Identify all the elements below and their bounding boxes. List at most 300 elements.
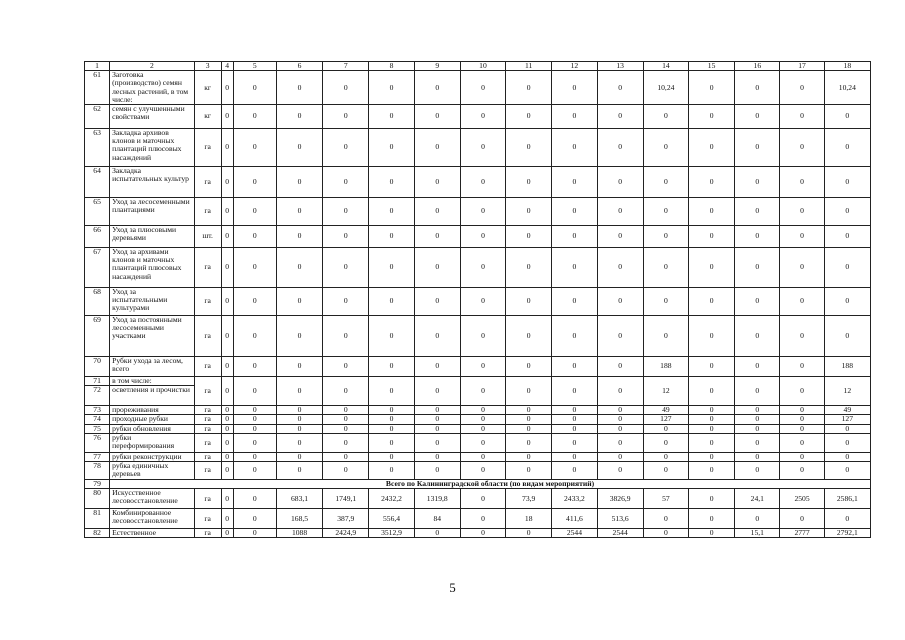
table-row <box>85 424 871 433</box>
value-cell: 0 <box>369 377 414 406</box>
row-number: 68 <box>85 288 110 316</box>
unit-cell: га <box>194 509 221 529</box>
value-cell: 0 <box>369 462 414 480</box>
value-cell: 2792,1 <box>824 529 870 538</box>
unit-cell: га <box>194 129 221 167</box>
value-cell: 0 <box>323 288 369 316</box>
value-cell: 0 <box>597 248 643 288</box>
value-cell: 0 <box>597 406 643 415</box>
value-cell: 0 <box>552 288 597 316</box>
table-row <box>85 105 871 129</box>
value-cell: 12 <box>643 377 688 406</box>
value-cell: 0 <box>323 105 369 129</box>
table-row <box>85 316 871 357</box>
value-cell: 0 <box>460 316 505 357</box>
header-cell: 13 <box>597 62 643 71</box>
value-cell: 0 <box>597 198 643 226</box>
row-number: 69 <box>85 316 110 357</box>
value-cell: 0 <box>221 167 233 198</box>
value-cell: 0 <box>276 248 322 288</box>
value-cell: 0 <box>552 71 597 105</box>
value-cell: 0 <box>369 415 414 424</box>
table-row <box>85 433 871 452</box>
row-name: рубки переформирования <box>110 433 194 452</box>
value-cell: 0 <box>323 71 369 105</box>
unit-cell: га <box>194 489 221 509</box>
value-cell: 0 <box>323 248 369 288</box>
value-cell: 513,6 <box>597 509 643 529</box>
value-cell: 0 <box>414 71 460 105</box>
value-cell: 0 <box>221 71 233 105</box>
value-cell: 0 <box>643 226 688 248</box>
value-cell: 0 <box>414 424 460 433</box>
unit-cell: кг <box>194 105 221 129</box>
table-row <box>85 406 871 415</box>
value-cell: 0 <box>735 288 780 316</box>
value-cell: 0 <box>780 198 824 226</box>
header-cell: 18 <box>824 62 870 71</box>
value-cell: 0 <box>369 248 414 288</box>
value-cell: 0 <box>597 71 643 105</box>
value-cell: 0 <box>233 71 276 105</box>
header-cell: 8 <box>369 62 414 71</box>
header-cell: 2 <box>110 62 194 71</box>
value-cell: 0 <box>597 424 643 433</box>
row-number: 66 <box>85 226 110 248</box>
value-cell: 0 <box>221 226 233 248</box>
value-cell: 0 <box>221 316 233 357</box>
section-title: Всего по Калининградской области (по видам мероприятий) <box>110 480 871 489</box>
value-cell: 0 <box>460 452 505 461</box>
value-cell: 0 <box>735 424 780 433</box>
value-cell: 1749,1 <box>323 489 369 509</box>
value-cell: 0 <box>460 433 505 452</box>
value-cell: 0 <box>688 529 734 538</box>
value-cell: 0 <box>276 198 322 226</box>
table-row <box>85 462 871 480</box>
value-cell: 0 <box>460 105 505 129</box>
value-cell: 0 <box>414 316 460 357</box>
value-cell: 0 <box>414 415 460 424</box>
value-cell: 0 <box>506 248 552 288</box>
row-name: прореживания <box>110 406 194 415</box>
row-number: 63 <box>85 129 110 167</box>
value-cell: 0 <box>276 226 322 248</box>
value-cell: 49 <box>824 406 870 415</box>
row-name: Естественное <box>110 529 194 538</box>
value-cell: 0 <box>323 226 369 248</box>
value-cell: 0 <box>233 316 276 357</box>
unit-cell: га <box>194 415 221 424</box>
value-cell: 0 <box>506 105 552 129</box>
row-name: Закладка архивов клонов и маточных плантаций плюсовых насаждений <box>110 129 194 167</box>
value-cell: 0 <box>506 129 552 167</box>
value-cell: 0 <box>688 462 734 480</box>
value-cell: 0 <box>414 462 460 480</box>
table-row <box>85 167 871 198</box>
unit-cell: га <box>194 167 221 198</box>
value-cell: 0 <box>643 433 688 452</box>
table-row <box>85 489 871 509</box>
value-cell: 0 <box>780 357 824 377</box>
value-cell: 73,9 <box>506 489 552 509</box>
value-cell: 0 <box>233 415 276 424</box>
value-cell: 0 <box>369 452 414 461</box>
value-cell: 49 <box>643 406 688 415</box>
value-cell: 2586,1 <box>824 489 870 509</box>
value-cell: 0 <box>460 167 505 198</box>
value-cell: 0 <box>735 406 780 415</box>
value-cell: 0 <box>552 377 597 406</box>
value-cell: 0 <box>688 433 734 452</box>
value-cell: 0 <box>233 288 276 316</box>
value-cell: 0 <box>460 288 505 316</box>
value-cell: 0 <box>506 288 552 316</box>
value-cell: 0 <box>552 198 597 226</box>
unit-cell: га <box>194 529 221 538</box>
value-cell: 0 <box>506 406 552 415</box>
value-cell: 0 <box>369 226 414 248</box>
value-cell: 0 <box>780 248 824 288</box>
value-cell: 0 <box>643 316 688 357</box>
unit-cell: шт. <box>194 226 221 248</box>
value-cell: 0 <box>824 509 870 529</box>
header-cell: 17 <box>780 62 824 71</box>
unit-cell: га <box>194 452 221 461</box>
value-cell: 0 <box>221 509 233 529</box>
row-name: Уход за лесосеменными плантациями <box>110 198 194 226</box>
value-cell: 0 <box>221 129 233 167</box>
value-cell: 0 <box>506 198 552 226</box>
value-cell: 0 <box>824 433 870 452</box>
value-cell: 0 <box>552 167 597 198</box>
value-cell: 0 <box>233 377 276 406</box>
value-cell: 0 <box>369 316 414 357</box>
row-number: 75 <box>85 424 110 433</box>
header-cell: 7 <box>323 62 369 71</box>
unit-cell: га <box>194 377 221 406</box>
value-cell: 0 <box>824 167 870 198</box>
row-name: рубки реконструкции <box>110 452 194 461</box>
row-name: в том числе: <box>110 377 194 386</box>
value-cell: 0 <box>369 167 414 198</box>
value-cell: 0 <box>780 433 824 452</box>
row-number: 72 <box>85 386 110 406</box>
row-number: 77 <box>85 452 110 461</box>
value-cell: 0 <box>221 489 233 509</box>
value-cell: 0 <box>597 316 643 357</box>
row-number: 65 <box>85 198 110 226</box>
value-cell: 0 <box>824 462 870 480</box>
value-cell: 556,4 <box>369 509 414 529</box>
value-cell: 188 <box>643 357 688 377</box>
table-row <box>85 415 871 424</box>
value-cell: 0 <box>735 452 780 461</box>
value-cell: 0 <box>369 105 414 129</box>
value-cell: 0 <box>460 509 505 529</box>
header-cell: 14 <box>643 62 688 71</box>
table-row <box>85 288 871 316</box>
value-cell: 0 <box>276 406 322 415</box>
table-row <box>85 377 871 386</box>
value-cell: 0 <box>460 357 505 377</box>
value-cell: 0 <box>233 167 276 198</box>
header-cell: 10 <box>460 62 505 71</box>
value-cell: 0 <box>233 424 276 433</box>
value-cell: 0 <box>688 316 734 357</box>
value-cell: 0 <box>780 316 824 357</box>
value-cell: 0 <box>414 226 460 248</box>
value-cell: 0 <box>323 406 369 415</box>
unit-cell: га <box>194 357 221 377</box>
value-cell: 24,1 <box>735 489 780 509</box>
row-name: Рубки ухода за лесом, всего <box>110 357 194 377</box>
value-cell: 0 <box>276 452 322 461</box>
value-cell: 0 <box>276 377 322 406</box>
value-cell: 0 <box>643 129 688 167</box>
value-cell: 0 <box>552 452 597 461</box>
value-cell: 0 <box>597 415 643 424</box>
value-cell: 0 <box>688 105 734 129</box>
row-name: рубка единичных деревьев <box>110 462 194 480</box>
value-cell: 0 <box>735 226 780 248</box>
value-cell: 0 <box>460 248 505 288</box>
value-cell: 0 <box>276 129 322 167</box>
value-cell: 0 <box>414 529 460 538</box>
value-cell: 0 <box>506 71 552 105</box>
value-cell: 0 <box>369 71 414 105</box>
table-row <box>85 226 871 248</box>
value-cell: 683,1 <box>276 489 322 509</box>
value-cell: 0 <box>688 424 734 433</box>
value-cell: 0 <box>688 288 734 316</box>
value-cell: 10,24 <box>824 71 870 105</box>
value-cell: 0 <box>780 129 824 167</box>
value-cell: 0 <box>276 288 322 316</box>
value-cell: 0 <box>643 452 688 461</box>
value-cell: 0 <box>460 489 505 509</box>
value-cell: 0 <box>506 316 552 357</box>
value-cell: 2432,2 <box>369 489 414 509</box>
value-cell: 0 <box>780 462 824 480</box>
value-cell: 0 <box>688 71 734 105</box>
value-cell: 0 <box>460 415 505 424</box>
value-cell: 0 <box>597 377 643 406</box>
value-cell: 1319,8 <box>414 489 460 509</box>
value-cell: 0 <box>233 452 276 461</box>
value-cell: 0 <box>369 198 414 226</box>
value-cell: 0 <box>597 167 643 198</box>
row-number: 76 <box>85 433 110 452</box>
value-cell: 0 <box>688 198 734 226</box>
value-cell: 2424,9 <box>323 529 369 538</box>
header-cell: 6 <box>276 62 322 71</box>
value-cell: 0 <box>552 226 597 248</box>
row-number: 81 <box>85 509 110 529</box>
value-cell: 0 <box>221 415 233 424</box>
row-number: 61 <box>85 71 110 105</box>
table-row <box>85 71 871 105</box>
value-cell: 0 <box>233 248 276 288</box>
value-cell: 3512,9 <box>369 529 414 538</box>
unit-cell: га <box>194 316 221 357</box>
value-cell: 0 <box>414 452 460 461</box>
value-cell: 0 <box>552 462 597 480</box>
value-cell: 0 <box>552 105 597 129</box>
value-cell: 0 <box>460 198 505 226</box>
value-cell: 0 <box>460 462 505 480</box>
value-cell: 0 <box>735 198 780 226</box>
value-cell: 2433,2 <box>552 489 597 509</box>
value-cell: 127 <box>824 415 870 424</box>
value-cell: 0 <box>221 406 233 415</box>
value-cell: 0 <box>735 248 780 288</box>
value-cell: 168,5 <box>276 509 322 529</box>
value-cell: 0 <box>735 357 780 377</box>
value-cell: 0 <box>506 424 552 433</box>
value-cell: 10,24 <box>643 71 688 105</box>
value-cell: 0 <box>780 406 824 415</box>
value-cell: 0 <box>824 226 870 248</box>
value-cell: 0 <box>414 198 460 226</box>
row-number: 82 <box>85 529 110 538</box>
value-cell: 0 <box>735 167 780 198</box>
header-cell: 16 <box>735 62 780 71</box>
unit-cell: га <box>194 462 221 480</box>
value-cell: 0 <box>414 288 460 316</box>
row-name: Уход за испытательными культурами <box>110 288 194 316</box>
value-cell: 57 <box>643 489 688 509</box>
value-cell: 0 <box>276 105 322 129</box>
value-cell: 0 <box>323 167 369 198</box>
row-name: семян с улучшенными свойствами <box>110 105 194 129</box>
value-cell: 0 <box>369 424 414 433</box>
value-cell: 0 <box>506 462 552 480</box>
value-cell: 0 <box>735 433 780 452</box>
table-row <box>85 509 871 529</box>
unit-cell: га <box>194 248 221 288</box>
row-number: 79 <box>85 480 110 489</box>
value-cell: 0 <box>233 529 276 538</box>
value-cell: 0 <box>323 316 369 357</box>
value-cell: 0 <box>460 377 505 406</box>
value-cell: 0 <box>824 452 870 461</box>
value-cell: 0 <box>414 129 460 167</box>
value-cell: 84 <box>414 509 460 529</box>
value-cell: 0 <box>735 509 780 529</box>
table-row <box>85 452 871 461</box>
value-cell: 0 <box>460 406 505 415</box>
row-number: 62 <box>85 105 110 129</box>
value-cell: 3826,9 <box>597 489 643 509</box>
value-cell: 0 <box>233 357 276 377</box>
value-cell: 0 <box>597 433 643 452</box>
value-cell: 0 <box>323 433 369 452</box>
value-cell: 2777 <box>780 529 824 538</box>
value-cell: 0 <box>221 248 233 288</box>
value-cell: 0 <box>276 433 322 452</box>
value-cell: 0 <box>506 226 552 248</box>
value-cell: 0 <box>597 288 643 316</box>
value-cell: 0 <box>552 316 597 357</box>
value-cell: 0 <box>506 357 552 377</box>
value-cell: 0 <box>221 105 233 129</box>
value-cell: 0 <box>221 424 233 433</box>
value-cell: 0 <box>414 406 460 415</box>
unit-cell: кг <box>194 71 221 105</box>
value-cell: 0 <box>276 415 322 424</box>
value-cell: 0 <box>323 424 369 433</box>
value-cell: 0 <box>688 406 734 415</box>
row-name: Уход за постоянными лесосеменными участками <box>110 316 194 357</box>
value-cell: 0 <box>369 433 414 452</box>
header-cell: 5 <box>233 62 276 71</box>
row-number: 74 <box>85 415 110 424</box>
value-cell: 0 <box>688 509 734 529</box>
value-cell: 0 <box>323 415 369 424</box>
value-cell: 0 <box>643 509 688 529</box>
value-cell: 0 <box>780 452 824 461</box>
value-cell: 0 <box>780 226 824 248</box>
value-cell: 0 <box>233 406 276 415</box>
value-cell: 0 <box>414 433 460 452</box>
value-cell: 0 <box>221 288 233 316</box>
row-number: 70 <box>85 357 110 377</box>
value-cell: 0 <box>780 167 824 198</box>
row-number: 73 <box>85 406 110 415</box>
value-cell: 0 <box>824 248 870 288</box>
value-cell: 0 <box>323 357 369 377</box>
value-cell: 0 <box>688 377 734 406</box>
value-cell: 0 <box>688 415 734 424</box>
value-cell: 0 <box>276 167 322 198</box>
value-cell: 188 <box>824 357 870 377</box>
value-cell: 0 <box>643 288 688 316</box>
value-cell: 0 <box>597 452 643 461</box>
value-cell: 0 <box>735 105 780 129</box>
value-cell: 0 <box>221 198 233 226</box>
value-cell: 0 <box>506 529 552 538</box>
value-cell: 0 <box>688 226 734 248</box>
value-cell: 0 <box>323 452 369 461</box>
value-cell: 0 <box>597 357 643 377</box>
value-cell: 0 <box>552 129 597 167</box>
value-cell: 0 <box>221 452 233 461</box>
header-cell: 4 <box>221 62 233 71</box>
row-name: Заготовка (производство) семян лесных растений, в том числе: <box>110 71 194 105</box>
value-cell: 0 <box>643 529 688 538</box>
value-cell: 0 <box>276 316 322 357</box>
value-cell: 0 <box>414 377 460 406</box>
table-row <box>85 357 871 377</box>
value-cell: 0 <box>643 105 688 129</box>
value-cell: 0 <box>735 415 780 424</box>
value-cell: 0 <box>780 288 824 316</box>
table-row <box>85 198 871 226</box>
value-cell: 0 <box>506 452 552 461</box>
value-cell: 2505 <box>780 489 824 509</box>
header-cell: 12 <box>552 62 597 71</box>
value-cell: 0 <box>552 433 597 452</box>
value-cell: 0 <box>688 489 734 509</box>
value-cell: 0 <box>780 377 824 406</box>
value-cell: 0 <box>552 415 597 424</box>
value-cell: 0 <box>824 129 870 167</box>
value-cell: 0 <box>221 462 233 480</box>
value-cell: 18 <box>506 509 552 529</box>
table-row <box>85 248 871 288</box>
value-cell: 0 <box>824 288 870 316</box>
